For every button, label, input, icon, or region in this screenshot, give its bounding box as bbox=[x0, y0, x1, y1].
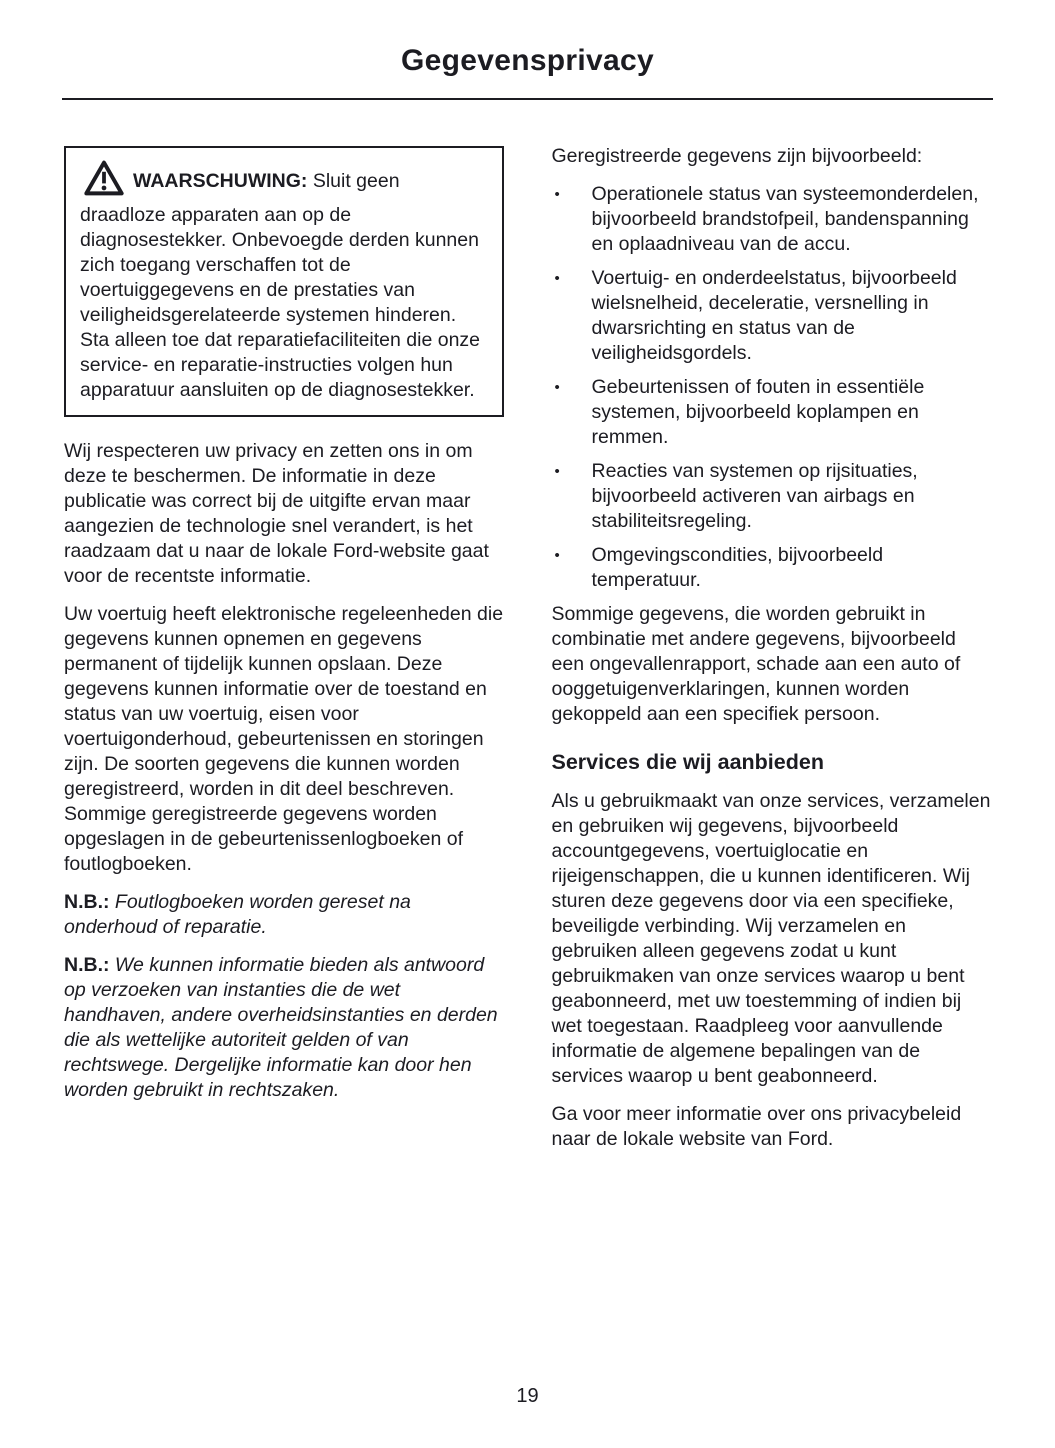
bullet-icon: • bbox=[554, 186, 560, 203]
paragraph-services: Als u gebruikmaakt van onze services, verzamelen en gebruiken wij gegevens, bijvoorbeeld accountgegevens, voertuiglocatie en rijeigenschappen, die u kunnen identificeren. Wij sturen deze gegevens door via een specifieke, beveiligde verbinding. Wij verzamelen en gebruiken alleen gegevens zodat u kunt gebruikmaken van onze services waarop u bent geabonneerd, met uw toestemming of indien bij wet toegestaan. Raadpleeg voor aanvullende informatie de algemene bepalingen van de services waarop u bent geabonneerd. bbox=[551, 790, 991, 1087]
note-text: We kunnen informatie bieden als antwoord op verzoeken van instanties die de wet handhaven, andere overheidsinstanties en derden die als wettelijke autoriteit gelden of van rechtswege. Dergelijke informatie kan door hen worden gebruikt in rechtszaken. bbox=[64, 954, 498, 1101]
warning-text: Sluit geen draadloze apparaten aan op de diagnosestekker. Onbevoegde derden kunnen zich toegang verschaffen tot de voertuiggegevens en de prestaties van veiligheidsgerelateerde systemen hinderen. Sta alleen toe dat reparatiefaciliteiten die onze service- en reparatie-instructies volgen hun apparatuur aansluiten op de diagnosestekker. bbox=[80, 170, 481, 401]
note-text: Foutlogboeken worden gereset na onderhoud of reparatie. bbox=[64, 891, 411, 938]
list-item bbox=[552, 182, 992, 257]
bullet-icon: • bbox=[554, 379, 560, 396]
list-item-text: Operationele status van systeemonderdelen, bijvoorbeeld brandstofpeil, bandenspanning en oplaadniveau van de accu. bbox=[591, 183, 979, 255]
page-number: 19 bbox=[516, 1385, 539, 1407]
note-legal bbox=[64, 953, 504, 1103]
left-column bbox=[64, 144, 504, 1165]
warning-label: WAARSCHUWING: bbox=[133, 170, 308, 192]
list-item-text: Gebeurtenissen of fouten in essentiële systemen, bijvoorbeeld koplampen en remmen. bbox=[591, 376, 925, 448]
list-item-text: Omgevingscondities, bijvoorbeeld temperatuur. bbox=[591, 544, 884, 591]
right-column bbox=[552, 144, 992, 1165]
list-item-text: Reacties van systemen op rijsituaties, bijvoorbeeld activeren van airbags en stabiliteitsregeling. bbox=[591, 460, 918, 532]
section-heading-services: Services die wij aanbieden bbox=[551, 750, 824, 774]
content-columns bbox=[0, 100, 1055, 1165]
paragraph-vehicle-data: Uw voertuig heeft elektronische regeleenheden die gegevens kunnen opnemen en gegevens permanent of tijdelijk kunnen opslaan. Deze gegevens kunnen informatie over de toestand en status van uw voertuig, eisen voor voertuigonderhoud, gebeurtenissen en storingen zijn. De soorten gegevens die kunnen worden geregistreerd, worden in dit deel beschreven. Sommige geregistreerde gegevens worden opgeslagen in de gebeurtenissenlogboeken of foutlogboeken. bbox=[64, 603, 504, 875]
bullet-icon: • bbox=[554, 463, 560, 480]
note-label: N.B.: bbox=[64, 954, 110, 976]
page-header bbox=[0, 0, 1055, 78]
paragraph-privacy-intro: Wij respecteren uw privacy en zetten ons in om deze te beschermen. De informatie in deze publicatie was correct bij de uitgifte ervan maar aangezien de technologie snel verandert, is het raadzaam dat u naar de lokale Ford-website gaat voor de recentste informatie. bbox=[64, 440, 489, 587]
warning-triangle-icon bbox=[84, 160, 124, 203]
paragraph-privacy-website: Ga voor meer informatie over ons privacybeleid naar de lokale website van Ford. bbox=[551, 1103, 962, 1150]
warning-box bbox=[64, 146, 504, 417]
registered-data-list bbox=[552, 182, 992, 593]
bullet-icon: • bbox=[554, 547, 560, 564]
list-item bbox=[552, 459, 992, 534]
paragraph-data-linking: Sommige gegevens, die worden gebruikt in combinatie met andere gegevens, bijvoorbeeld een ongevallenrapport, schade aan een auto of ooggetuigenverklaringen, kunnen worden gekoppeld aan een specifiek persoon. bbox=[551, 603, 961, 725]
warning-paragraph bbox=[80, 160, 488, 403]
list-item bbox=[552, 543, 992, 593]
list-item bbox=[552, 266, 992, 366]
note-label: N.B.: bbox=[64, 891, 110, 913]
paragraph-registered-data-intro: Geregistreerde gegevens zijn bijvoorbeeld: bbox=[551, 145, 923, 167]
bullet-icon: • bbox=[554, 270, 560, 287]
page-title: Gegevensprivacy bbox=[401, 44, 654, 77]
note-faultlogs bbox=[64, 890, 504, 940]
list-item-text: Voertuig- en onderdeelstatus, bijvoorbeeld wielsnelheid, deceleratie, versnelling in dwarsrichting en status van de veiligheidsgordels. bbox=[591, 267, 957, 364]
list-item bbox=[552, 375, 992, 450]
